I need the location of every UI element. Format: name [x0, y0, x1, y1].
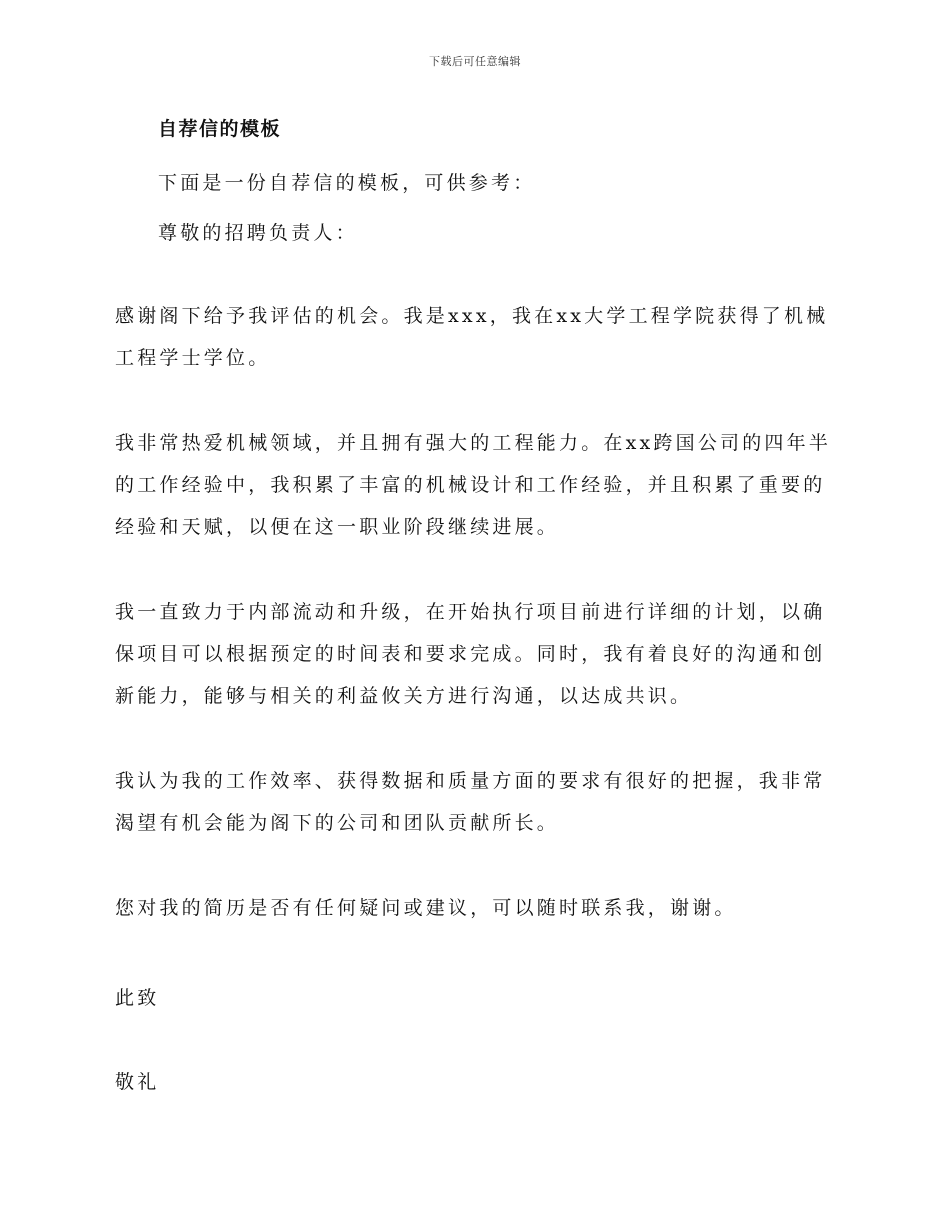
paragraph-2: 我非常热爱机械领域，并且拥有强大的工程能力。在xx跨国公司的四年半的工作经验中，我积累了丰富的机械设计和工作经验，并且积累了重要的经验和天赋，以便在这一职业阶段继续进展。 [115, 432, 832, 538]
page-header: 下载后可任意编辑 [429, 55, 521, 68]
salutation: 尊敬的招聘负责人： [158, 222, 358, 244]
paragraph-3: 我一直致力于内部流动和升级，在开始执行项目前进行详细的计划，以确保项目可以根据预定的时间表和要求完成。同时，我有着良好的沟通和创新能力，能够与相关的利益攸关方进行沟通，以达成共识。 [115, 601, 826, 707]
closing-salute: 敬礼 [115, 1071, 160, 1093]
closing-regards: 此致 [115, 987, 160, 1009]
paragraph-1: 感谢阁下给予我评估的机会。我是xxx，我在xx大学工程学院获得了机械工程学士学位。 [115, 305, 829, 369]
intro-line: 下面是一份自荐信的模板，可供参考： [158, 172, 536, 194]
paragraph-5: 您对我的简历是否有任何疑问或建议，可以随时联系我，谢谢。 [115, 897, 737, 919]
document-title: 自荐信的模板 [158, 118, 282, 140]
paragraph-4: 我认为我的工作效率、获得数据和质量方面的要求有很好的把握，我非常渴望有机会能为阁下的公司和团队贡献所长。 [115, 770, 826, 834]
